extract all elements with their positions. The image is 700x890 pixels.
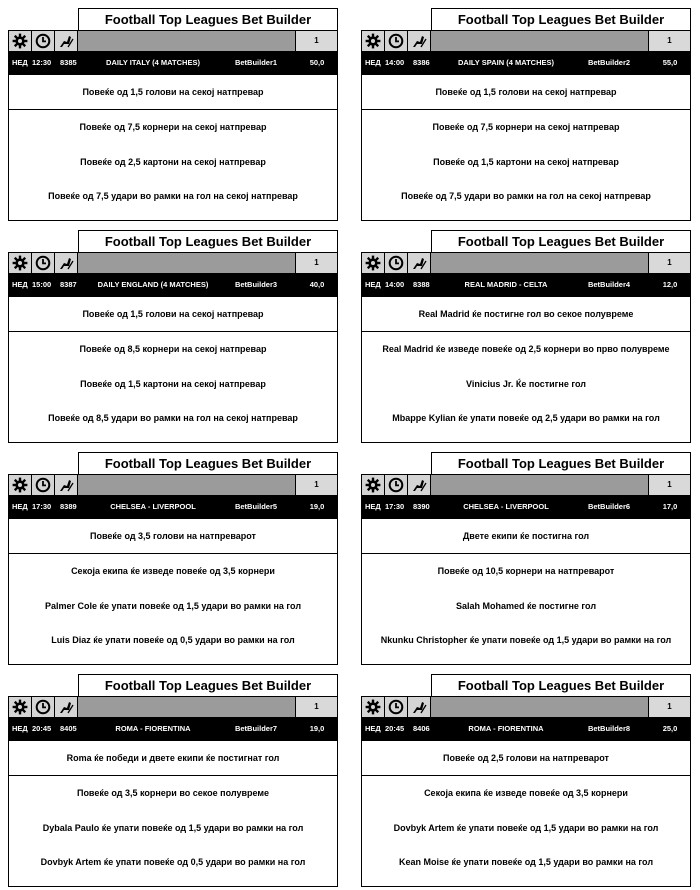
card-toolbar [8, 696, 338, 718]
selection-row: Повеќе од 2,5 голови на натпреварот [361, 740, 691, 776]
kick-icon [55, 31, 78, 51]
match-time: 15:00 [32, 280, 52, 289]
match-code: 8389 [60, 502, 77, 511]
selection-row: Dovbyk Artem ќе упати повеќе од 0,5 удари во рамки на гол [8, 846, 338, 887]
match-day: НЕД [12, 280, 28, 289]
match-code: 8387 [60, 280, 77, 289]
toolbar-bar [78, 253, 296, 273]
match-info-row [361, 718, 691, 740]
selection-row: Dovbyk Artem ќе упати повеќе од 1,5 удари во рамки на гол [361, 811, 691, 847]
bet-builder-card [361, 8, 691, 221]
gear-icon [9, 31, 32, 51]
toolbar-bar [78, 31, 296, 51]
card-title: Football Top Leagues Bet Builder [78, 230, 338, 252]
toolbar-bar [78, 475, 296, 495]
toolbar-bar [431, 697, 649, 717]
match-time: 20:45 [32, 724, 52, 733]
toolbar-bar [431, 31, 649, 51]
match-code: 8388 [413, 280, 430, 289]
bet-builder-card [8, 8, 338, 221]
selection-row: Повеќе од 10,5 корнери на натпреварот [361, 554, 691, 590]
stake-number: 1 [296, 253, 337, 273]
match-day: НЕД [365, 502, 381, 511]
kick-icon [408, 253, 431, 273]
odds-value: 19,0 [309, 724, 325, 733]
gear-icon [362, 253, 385, 273]
match-time: 17:30 [385, 502, 405, 511]
bet-builder-label: BetBuilder4 [587, 280, 631, 289]
gear-icon [362, 475, 385, 495]
card-toolbar [361, 252, 691, 274]
bet-builder-label: BetBuilder8 [587, 724, 631, 733]
selection-row: Секоја екипа ќе изведе повеќе од 3,5 корнери [8, 554, 338, 590]
selection-row: Luis Diaz ќе упати повеќе од 0,5 удари во рамки на гол [8, 624, 338, 665]
selection-row: Повеќе од 1,5 голови на секој натпревар [8, 296, 338, 332]
bet-builder-label: BetBuilder2 [587, 58, 631, 67]
toolbar-bar [431, 475, 649, 495]
kick-icon [408, 475, 431, 495]
clock-icon [385, 697, 408, 717]
selection-row: Повеќе од 7,5 удари во рамки на гол на секој натпревар [361, 180, 691, 221]
odds-value: 25,0 [662, 724, 678, 733]
match-day: НЕД [12, 724, 28, 733]
bet-builder-label: BetBuilder7 [234, 724, 278, 733]
selection-row: Повеќе од 1,5 голови на секој натпревар [361, 74, 691, 110]
clock-icon [385, 31, 408, 51]
odds-value: 50,0 [309, 58, 325, 67]
selection-row: Повеќе од 7,5 корнери на секој натпревар [361, 110, 691, 146]
card-title: Football Top Leagues Bet Builder [431, 674, 691, 696]
card-title: Football Top Leagues Bet Builder [78, 8, 338, 30]
card-title: Football Top Leagues Bet Builder [431, 452, 691, 474]
card-toolbar [8, 474, 338, 496]
selection-row: Salah Mohamed ќе постигне гол [361, 589, 691, 625]
bet-builder-card [8, 230, 338, 443]
bet-builder-label: BetBuilder6 [587, 502, 631, 511]
selection-row: Повеќе од 2,5 картони на секој натпревар [8, 145, 338, 181]
match-time: 17:30 [32, 502, 52, 511]
match-info-row [361, 52, 691, 74]
selection-row: Palmer Cole ќе упати повеќе од 1,5 удари во рамки на гол [8, 589, 338, 625]
match-name: CHELSEA - LIVERPOOL [463, 502, 549, 511]
selection-row: Повеќе од 1,5 картони на секој натпревар [8, 367, 338, 403]
stake-number: 1 [649, 697, 690, 717]
kick-icon [55, 697, 78, 717]
card-title: Football Top Leagues Bet Builder [431, 8, 691, 30]
bet-builder-label: BetBuilder5 [234, 502, 278, 511]
match-day: НЕД [365, 280, 381, 289]
selection-row: Dybala Paulo ќе упати повеќе од 1,5 удари во рамки на гол [8, 811, 338, 847]
selection-row: Kean Moise ќе упати повеќе од 1,5 удари во рамки на гол [361, 846, 691, 887]
card-toolbar [361, 696, 691, 718]
gear-icon [9, 475, 32, 495]
clock-icon [385, 475, 408, 495]
selection-row: Nkunku Christopher ќе упати повеќе од 1,5 удари во рамки на гол [361, 624, 691, 665]
kick-icon [55, 253, 78, 273]
bet-builder-card [8, 452, 338, 665]
gear-icon [9, 253, 32, 273]
clock-icon [32, 253, 55, 273]
gear-icon [362, 697, 385, 717]
match-code: 8386 [413, 58, 430, 67]
card-toolbar [361, 474, 691, 496]
odds-value: 17,0 [662, 502, 678, 511]
match-name: ROMA - FIORENTINA [115, 724, 191, 733]
toolbar-bar [78, 697, 296, 717]
match-name: DAILY SPAIN (4 MATCHES) [458, 58, 554, 67]
match-day: НЕД [12, 58, 28, 67]
odds-value: 19,0 [309, 502, 325, 511]
match-info-row [8, 52, 338, 74]
selection-row: Roma ќе победи и двете екипи ќе постигнат гол [8, 740, 338, 776]
match-time: 12:30 [32, 58, 52, 67]
selection-row: Повеќе од 8,5 корнери на секој натпревар [8, 332, 338, 368]
bet-builder-card [8, 674, 338, 887]
match-info-row [8, 274, 338, 296]
card-toolbar [8, 252, 338, 274]
match-day: НЕД [365, 58, 381, 67]
kick-icon [55, 475, 78, 495]
odds-value: 55,0 [662, 58, 678, 67]
bet-builder-card [361, 452, 691, 665]
bet-builder-card [361, 230, 691, 443]
match-time: 14:00 [385, 58, 405, 67]
clock-icon [385, 253, 408, 273]
match-code: 8406 [413, 724, 430, 733]
match-code: 8405 [60, 724, 77, 733]
match-name: REAL MADRID - CELTA [464, 280, 548, 289]
selection-row: Повеќе од 1,5 картони на секој натпревар [361, 145, 691, 181]
match-day: НЕД [12, 502, 28, 511]
match-name: CHELSEA - LIVERPOOL [110, 502, 196, 511]
bet-builder-card [361, 674, 691, 887]
selection-row: Повеќе од 7,5 удари во рамки на гол на секој натпревар [8, 180, 338, 221]
kick-icon [408, 31, 431, 51]
match-info-row [8, 718, 338, 740]
stake-number: 1 [296, 31, 337, 51]
match-info-row [8, 496, 338, 518]
match-info-row [361, 496, 691, 518]
card-toolbar [8, 30, 338, 52]
card-title: Football Top Leagues Bet Builder [78, 452, 338, 474]
stake-number: 1 [296, 475, 337, 495]
selection-row: Повеќе од 3,5 корнери во секое полувреме [8, 776, 338, 812]
match-name: DAILY ITALY (4 MATCHES) [106, 58, 200, 67]
match-name: DAILY ENGLAND (4 MATCHES) [97, 280, 209, 289]
selection-row: Real Madrid ќе изведе повеќе од 2,5 корнери во прво полувреме [361, 332, 691, 368]
bet-builder-label: BetBuilder1 [234, 58, 278, 67]
match-code: 8390 [413, 502, 430, 511]
match-info-row [361, 274, 691, 296]
match-code: 8385 [60, 58, 77, 67]
stake-number: 1 [649, 253, 690, 273]
clock-icon [32, 475, 55, 495]
card-title: Football Top Leagues Bet Builder [431, 230, 691, 252]
selection-row: Секоја екипа ќе изведе повеќе од 3,5 корнери [361, 776, 691, 812]
stake-number: 1 [649, 31, 690, 51]
stake-number: 1 [649, 475, 690, 495]
odds-value: 12,0 [662, 280, 678, 289]
stake-number: 1 [296, 697, 337, 717]
clock-icon [32, 31, 55, 51]
clock-icon [32, 697, 55, 717]
selection-row: Повеќе од 3,5 голови на натпреварот [8, 518, 338, 554]
card-toolbar [361, 30, 691, 52]
card-title: Football Top Leagues Bet Builder [78, 674, 338, 696]
selection-row: Повеќе од 7,5 корнери на секој натпревар [8, 110, 338, 146]
odds-value: 40,0 [309, 280, 325, 289]
toolbar-bar [431, 253, 649, 273]
kick-icon [408, 697, 431, 717]
selection-row: Mbappe Kylian ќе упати повеќе од 2,5 удари во рамки на гол [361, 402, 691, 443]
selection-row: Повеќе од 1,5 голови на секој натпревар [8, 74, 338, 110]
match-time: 20:45 [385, 724, 405, 733]
match-name: ROMA - FIORENTINA [468, 724, 544, 733]
match-time: 14:00 [385, 280, 405, 289]
match-day: НЕД [365, 724, 381, 733]
selection-row: Повеќе од 8,5 удари во рамки на гол на секој натпревар [8, 402, 338, 443]
selection-row: Двете екипи ќе постигна гол [361, 518, 691, 554]
selection-row: Real Madrid ќе постигне гол во секое полувреме [361, 296, 691, 332]
gear-icon [9, 697, 32, 717]
selection-row: Vinicius Jr. Ќе постигне гол [361, 367, 691, 403]
gear-icon [362, 31, 385, 51]
bet-builder-label: BetBuilder3 [234, 280, 278, 289]
